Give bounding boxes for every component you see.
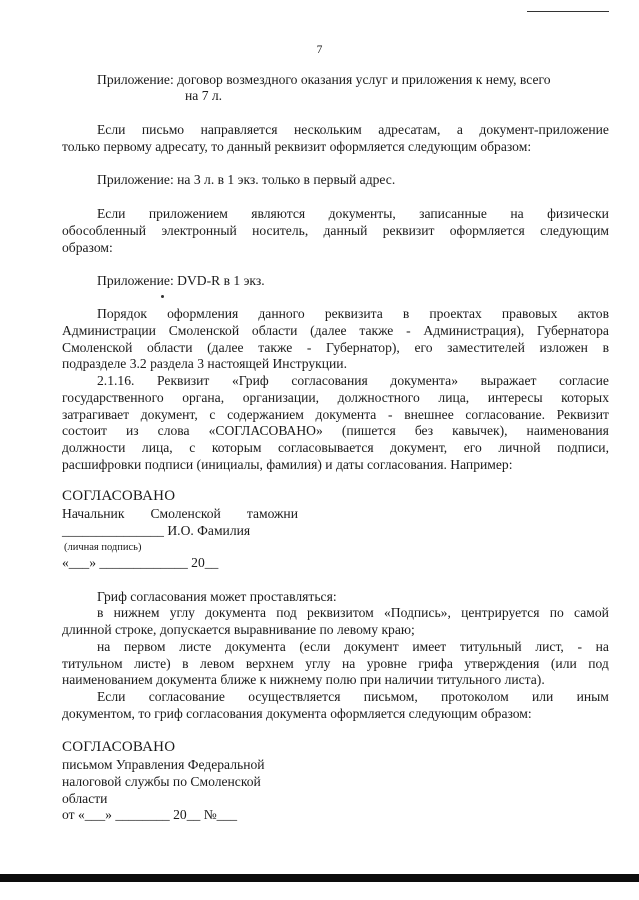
- word: оформления: [167, 306, 239, 321]
- media-line2: [62, 224, 609, 238]
- word: являются: [251, 206, 306, 221]
- word: области: [147, 340, 193, 355]
- word: организации,: [242, 390, 320, 405]
- word: Реквизит: [556, 407, 609, 422]
- example-dvd: Приложение: DVD-R в 1 экз.: [97, 273, 265, 288]
- word: документа: [315, 407, 377, 422]
- word: -: [388, 407, 393, 422]
- word: на: [341, 656, 356, 671]
- word: в: [97, 605, 104, 620]
- stamp1-date-line: «___» _____________ 20__: [62, 555, 219, 570]
- word: Начальник: [62, 506, 125, 521]
- word: правовых: [501, 306, 558, 321]
- procedure-line4: подразделе 3.2 раздела 3 настоящей Инструкции.: [62, 356, 347, 371]
- word: углу: [305, 656, 331, 671]
- word: листе: [179, 639, 212, 654]
- word: кавычек),: [452, 423, 508, 438]
- word: на: [510, 206, 524, 221]
- word: «СОГЛАСОВАНО»: [208, 423, 323, 438]
- placement-item2-line2: [62, 657, 609, 671]
- word: углу: [169, 605, 195, 620]
- example-first-address: Приложение: на 3 л. в 1 экз. только в первый адрес.: [97, 172, 396, 187]
- word: (пишется: [341, 423, 396, 438]
- word: заместителей: [447, 340, 525, 355]
- word: согласие: [559, 373, 609, 388]
- stamp2-title: СОГЛАСОВАНО: [62, 739, 176, 755]
- word: (или: [550, 656, 577, 671]
- placement-item1-line2: длинной строке, допускается выравнивание по левому краю;: [62, 622, 415, 637]
- word: с: [189, 440, 196, 455]
- word: согласования: [291, 373, 368, 388]
- word: имеет: [412, 639, 447, 654]
- word: оформляется: [449, 223, 525, 238]
- word: документа»: [390, 373, 458, 388]
- word: уровне: [366, 656, 407, 671]
- word: следующим: [540, 223, 609, 238]
- word: физически: [547, 206, 609, 221]
- placement-item2-line1: [97, 640, 609, 654]
- stamp1-signature-caption: (личная подпись): [64, 542, 142, 553]
- word: Реквизит: [157, 373, 210, 388]
- word: которых: [561, 390, 609, 405]
- word: на: [97, 639, 111, 654]
- word: с: [209, 407, 216, 422]
- header-rule: [527, 11, 609, 12]
- word: согласование.: [465, 407, 546, 422]
- word: данного: [258, 306, 305, 321]
- scan-speck: [161, 295, 164, 298]
- word: органа,: [182, 390, 225, 405]
- word: листе): [134, 656, 171, 671]
- clause-2-1-16-line5: [62, 441, 609, 455]
- word: лист,: [535, 639, 564, 654]
- word: таможни: [246, 506, 298, 521]
- word: документа: [224, 639, 286, 654]
- word: Губернатор),: [326, 340, 400, 355]
- placement-intro: Гриф согласования может проставляться:: [97, 589, 337, 604]
- stamp1-title: СОГЛАСОВАНО: [62, 488, 176, 504]
- clause-2-1-16-line3: [62, 408, 609, 422]
- word: его: [414, 340, 433, 355]
- word: документ: [344, 639, 399, 654]
- word: государственного: [62, 390, 164, 405]
- word: обособленный: [62, 223, 147, 238]
- several-addressees-line1: [97, 123, 609, 137]
- word: документа: [205, 605, 266, 620]
- word: (далее: [207, 340, 244, 355]
- word: которым: [211, 440, 262, 455]
- word: первом: [123, 639, 166, 654]
- word: подписи,: [557, 440, 609, 455]
- word: «Подпись»,: [383, 605, 451, 620]
- word: затрагивает: [62, 407, 130, 422]
- word: лица,: [438, 390, 470, 405]
- word: иным: [576, 689, 609, 704]
- word: протоколом: [441, 689, 509, 704]
- word: Администрация),: [423, 323, 525, 338]
- letter-line2: документом, то гриф согласования документа оформляется следующим образом:: [62, 706, 532, 721]
- word: согласовывается: [278, 440, 374, 455]
- clause-2-1-16-line1: [97, 374, 609, 388]
- word: -: [306, 340, 312, 355]
- stamp2-line1: письмом Управления Федеральной: [62, 757, 265, 772]
- word: утверждения: [464, 656, 540, 671]
- word: -: [406, 323, 411, 338]
- word: изложен: [539, 340, 588, 355]
- clause-2-1-16-line2: [62, 391, 609, 405]
- word: носитель,: [252, 223, 309, 238]
- word: нескольким: [294, 122, 362, 137]
- word: документ,: [140, 407, 198, 422]
- letter-line1: [97, 690, 609, 704]
- word: в: [182, 656, 189, 671]
- appendix-contract-line1: Приложение: договор возмездного оказания услуг и приложения к нему, всего: [97, 72, 551, 87]
- word: нижнем: [113, 605, 160, 620]
- word: его: [463, 440, 482, 455]
- word: адресатам,: [378, 122, 441, 137]
- word: письмо: [141, 122, 185, 137]
- word: электронный: [161, 223, 237, 238]
- stamp2-date-line: от «___» ________ 20__ №___: [62, 807, 238, 822]
- word: в: [602, 340, 609, 355]
- word: Смоленской: [168, 323, 240, 338]
- word: области: [251, 323, 298, 338]
- word: Губернатора: [537, 323, 609, 338]
- word: выражает: [480, 373, 537, 388]
- word: из: [126, 423, 139, 438]
- word: титульном: [62, 656, 123, 671]
- word: в: [402, 306, 410, 321]
- word: личной: [498, 440, 541, 455]
- word: реквизита: [324, 306, 383, 321]
- word: по: [549, 605, 564, 620]
- page-number: 7: [316, 44, 323, 56]
- word: реквизит: [382, 223, 435, 238]
- word: под: [588, 656, 609, 671]
- word: грифа: [418, 656, 453, 671]
- word: должности: [62, 440, 126, 455]
- procedure-line1: [97, 307, 609, 321]
- word: письмом,: [363, 689, 418, 704]
- word: на: [595, 639, 609, 654]
- word: лица,: [141, 440, 173, 455]
- word: приложением: [148, 206, 228, 221]
- word: Если: [97, 206, 126, 221]
- word: осуществляется: [248, 689, 341, 704]
- stamp1-position: [62, 507, 298, 521]
- media-line3: образом:: [62, 240, 113, 255]
- word: направляется: [200, 122, 278, 137]
- word: внешнее: [404, 407, 454, 422]
- word: Смоленской: [62, 340, 133, 355]
- scan-bottom-edge: [0, 874, 639, 882]
- word: Если: [97, 122, 126, 137]
- word: состоит: [62, 423, 107, 438]
- word: верхнем: [245, 656, 294, 671]
- word: также: [359, 323, 394, 338]
- word: под: [276, 605, 297, 620]
- word: актов: [577, 306, 609, 321]
- placement-item1-line1: [97, 606, 609, 620]
- media-line1: [97, 207, 609, 221]
- word: согласование: [148, 689, 225, 704]
- word: (если: [299, 639, 331, 654]
- procedure-line3: [62, 341, 609, 355]
- word: документы,: [328, 206, 396, 221]
- word: -: [577, 639, 582, 654]
- word: левом: [200, 656, 235, 671]
- stamp2-line2: налоговой службы по Смоленской: [62, 774, 261, 789]
- word: реквизитом: [307, 605, 374, 620]
- word: или: [532, 689, 554, 704]
- clause-2-1-16-line6: расшифровки подписи (инициалы, фамилия) и даты согласования. Например:: [62, 457, 513, 472]
- word: Администрации: [62, 323, 156, 338]
- procedure-line2: [62, 324, 609, 338]
- word: данный: [323, 223, 368, 238]
- word: «Гриф: [231, 373, 269, 388]
- word: записанные: [419, 206, 487, 221]
- stamp1-signature-line: _______________ И.О. Фамилия: [62, 523, 251, 538]
- word: слова: [157, 423, 190, 438]
- word: Смоленской: [150, 506, 221, 521]
- word: наименования: [526, 423, 609, 438]
- stamp2-line3: области: [62, 791, 108, 806]
- word: а: [456, 122, 463, 137]
- word: Порядок: [97, 306, 147, 321]
- word: также: [258, 340, 293, 355]
- several-addressees-line2: только первому адресату, то данный реквизит оформляется следующим образом:: [62, 139, 532, 154]
- placement-item2-line3: наименованием документа ближе к нижнему полю при наличии титульного листа).: [62, 672, 545, 687]
- word: должностного: [337, 390, 420, 405]
- clause-2-1-16-line4: [62, 424, 609, 438]
- word: (далее: [310, 323, 347, 338]
- word: проектах: [429, 306, 482, 321]
- word: без: [414, 423, 434, 438]
- word: документ-приложение: [479, 122, 609, 137]
- word: центрируется: [461, 605, 540, 620]
- word: 2.1.16.: [97, 373, 135, 388]
- word: интересы: [487, 390, 543, 405]
- word: документ,: [390, 440, 448, 455]
- word: титульный: [459, 639, 522, 654]
- word: самой: [574, 605, 609, 620]
- word: содержанием: [227, 407, 304, 422]
- word: Если: [97, 689, 126, 704]
- appendix-contract-line2: на 7 л.: [185, 88, 223, 103]
